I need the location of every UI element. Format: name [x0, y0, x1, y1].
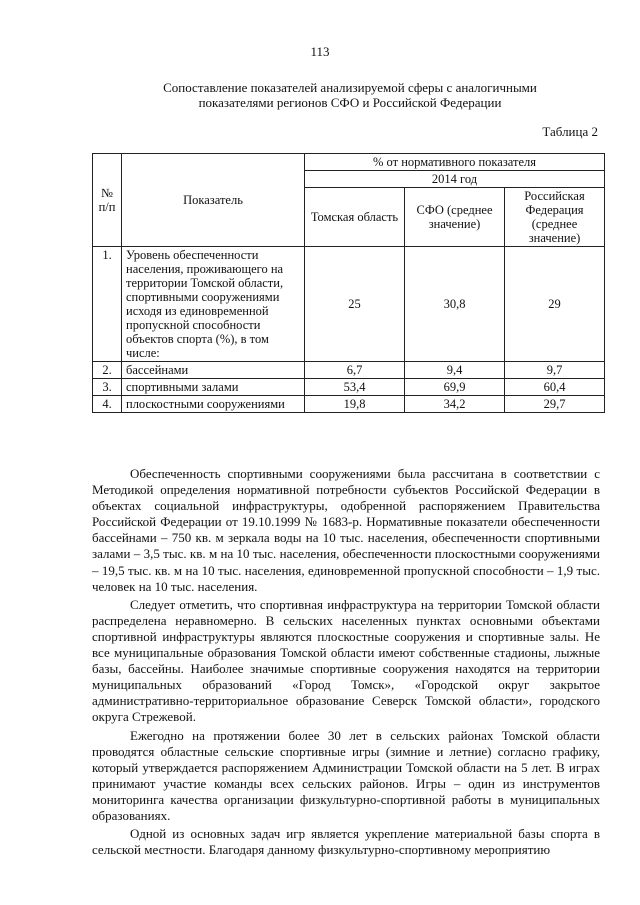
row-rf-value: 60,4	[505, 379, 605, 396]
row-label: бассейнами	[122, 362, 305, 379]
header-rf: Российская Федерация (среднее значение)	[505, 188, 605, 247]
table-row	[93, 396, 605, 413]
comparison-table	[92, 153, 605, 413]
row-tomsk-value: 6,7	[305, 362, 405, 379]
title-line-2: показателями регионов СФО и Российской Федерации	[198, 95, 502, 110]
row-rf-value: 9,7	[505, 362, 605, 379]
header-row-1	[93, 154, 605, 171]
row-sfo-value: 9,4	[405, 362, 505, 379]
row-number: 4.	[93, 396, 122, 413]
title-line-1: Сопоставление показателей анализируемой сферы с аналогичными	[163, 80, 537, 95]
header-tomsk: Томская область	[305, 188, 405, 247]
row-number: 3.	[93, 379, 122, 396]
row-tomsk-value: 19,8	[305, 396, 405, 413]
paragraph: Одной из основных задач игр является укрепление материальной базы спорта в сельской местности. Благодаря данному физкультурно-спортивному мероприятию	[92, 826, 600, 858]
row-tomsk-value: 53,4	[305, 379, 405, 396]
row-sfo-value: 34,2	[405, 396, 505, 413]
paragraph: Следует отметить, что спортивная инфраструктура на территории Томской области распределена неравномерно. В сельских населенных пунктах основными объектами спортивной инфраструктуры являются плоскостные сооружения и спортивные залы. Не все муниципальные образования Томской области имеют собственные стадионы, лыжные базы, бассейны. Наиболее значимые спортивные сооружения находятся на территории муниципальных образований «Город Томск», «Городской округ закрытое административно-территориальное образование Северск Томской области», городского округа Стрежевой.	[92, 596, 600, 725]
body-text	[92, 466, 600, 858]
header-group: % от нормативного показателя	[305, 154, 605, 171]
page-number: 113	[310, 44, 330, 59]
row-number: 2.	[93, 362, 122, 379]
row-number: 1.	[93, 247, 122, 362]
row-rf-value: 29,7	[505, 396, 605, 413]
table-row	[93, 362, 605, 379]
row-label: спортивными залами	[122, 379, 305, 396]
header-indicator: Показатель	[122, 154, 305, 247]
row-rf-value: 29	[505, 247, 605, 362]
row-sfo-value: 69,9	[405, 379, 505, 396]
row-label: плоскостными сооружениями	[122, 396, 305, 413]
table-row	[93, 379, 605, 396]
header-number: № п/п	[93, 154, 122, 247]
row-tomsk-value: 25	[305, 247, 405, 362]
table-label: Таблица 2	[542, 124, 598, 139]
table-row	[93, 247, 605, 362]
paragraph: Ежегодно на протяжении более 30 лет в сельских районах Томской области проводятся областные сельские спортивные игры (зимние и летние) согласно графику, который утверждается распоряжением Администрации Томской области на 5 лет. В играх принимают участие команды всех сельских районов. Игры – один из инструментов мониторинга качества организации физкультурно-спортивной работы в муниципальных образованиях.	[92, 727, 600, 823]
row-sfo-value: 30,8	[405, 247, 505, 362]
header-sfo: СФО (среднее значение)	[405, 188, 505, 247]
paragraph: Обеспеченность спортивными сооружениями была рассчитана в соответствии с Методикой определения нормативной потребности субъектов Российской Федерации в объектах социальной инфраструктуры, одобренной распоряжением Правительства Российской Федерации от 19.10.1999 № 1683-р. Нормативные показатели обеспеченности бассейнами – 750 кв. м зеркала воды на 10 тыс. населения, обеспеченности спортивными залами – 3,5 тыс. кв. м на 10 тыс. населения, обеспеченности плоскостными сооружениями – 19,5 тыс. кв. м на 10 тыс. населения, единовременной пропускной способности – 1,9 тыс. человек на 10 тыс. населения.	[92, 466, 600, 594]
row-label: Уровень обеспеченности населения, проживающего на территории Томской области, спортивными сооружениями исходя из единовременной пропускной способности объектов спорта (%), в том числе:	[122, 247, 305, 362]
header-year: 2014 год	[305, 171, 605, 188]
table-title	[140, 80, 560, 110]
